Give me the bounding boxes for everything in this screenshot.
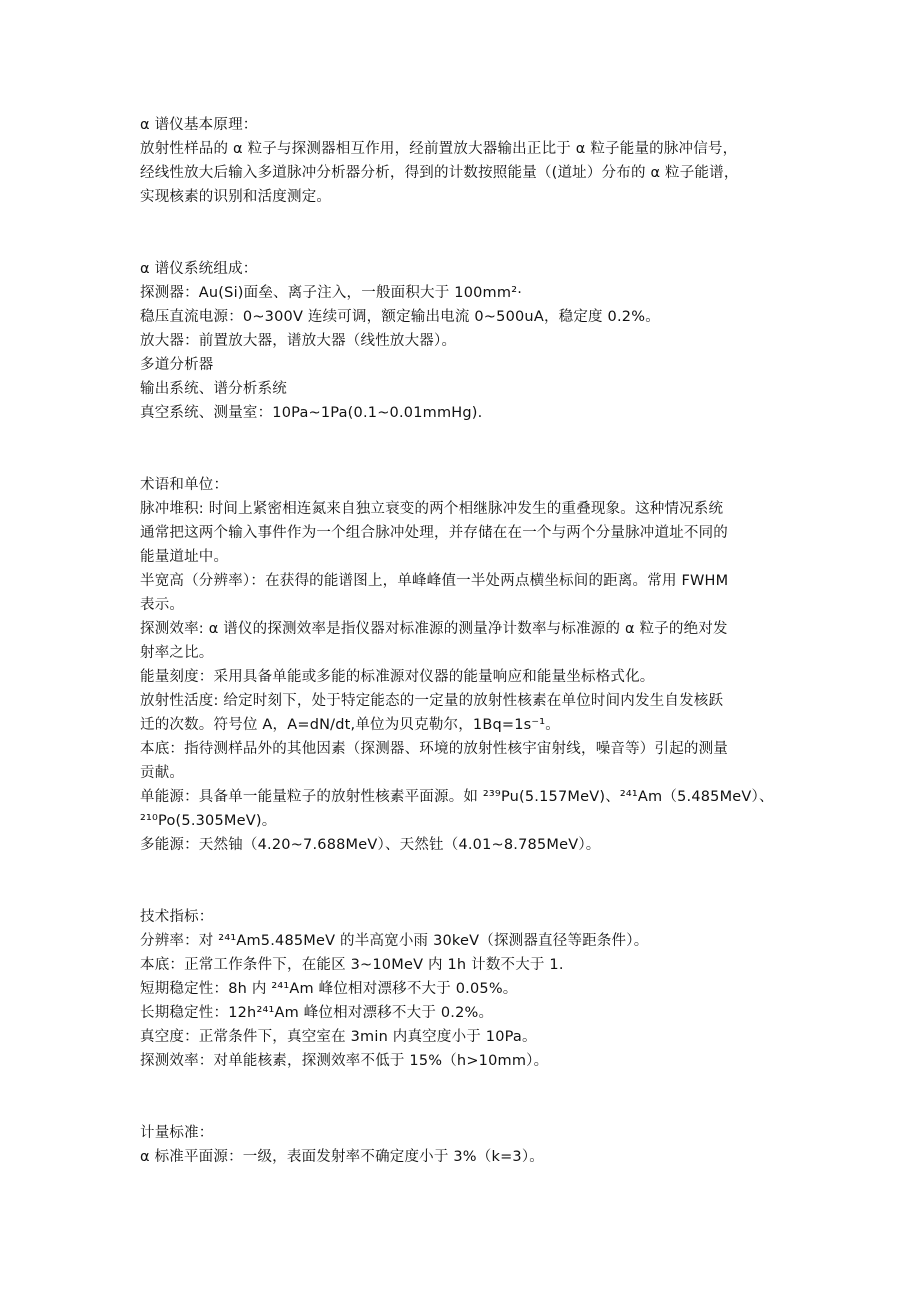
list-item-detector: 探测器：Au(Si)面垒、离子注入，一般面积大于 100mm²· [140, 285, 523, 301]
paragraph-line: 探测效率: α 谱仪的探测效率是指仪器对标准源的测量净计数率与标准源的 α 粒子的绝对发 [140, 621, 728, 637]
paragraph-line: 迁的次数。符号位 A，A=dN/dt,单位为贝克勒尔，1Bq=1s⁻¹。 [140, 717, 561, 733]
section-technical-specs [140, 905, 780, 1073]
paragraph-line: 多能源：天然铀（4.20~7.688MeV）、天然钍（4.01~8.785MeV）。 [140, 837, 601, 853]
paragraph-line: 本底：指待测样品外的其他因素（探测器、环境的放射性核宇宙射线，噪音等）引起的测量 [140, 741, 728, 757]
list-item-power-supply: 稳压直流电源：0~300V 连续可调，额定输出电流 0~500uA，稳定度 0.2%。 [140, 309, 660, 325]
paragraph-line: 能量道址中。 [140, 549, 229, 565]
paragraph-line: 脉冲堆积: 时间上紧密相连氮来自独立衰变的两个相继脉冲发生的重叠现象。这种情况系统 [140, 501, 724, 517]
document-page [140, 113, 780, 1217]
paragraph-line: 半宽高（分辨率）：在获得的能谱图上，单峰峰值一半处两点横坐标间的距离。常用 FWHM [140, 573, 729, 589]
spec-long-term-stability: 长期稳定性：12h²⁴¹Am 峰位相对漂移不大于 0.2%。 [140, 1005, 494, 1021]
spec-resolution: 分辨率：对 ²⁴¹Am5.485MeV 的半高宽小雨 30keV（探测器直径等距条件）。 [140, 933, 649, 949]
paragraph-line: 经线性放大后输入多道脉冲分析器分析，得到的计数按照能量（(道址）分布的 α 粒子能谱， [140, 165, 739, 181]
list-item-vacuum-system: 真空系统、测量室：10Pa~1Pa(0.1~0.01mmHg). [140, 405, 483, 421]
paragraph-line: 贡献。 [140, 765, 185, 781]
paragraph-line: ²¹⁰Po(5.305MeV)。 [140, 813, 277, 829]
section-metrology-standard [140, 1121, 780, 1169]
paragraph-line: 放射性活度: 给定时刻下，处于特定能态的一定量的放射性核素在单位时间内发生自发核跃 [140, 693, 724, 709]
paragraph-line: 射率之比。 [140, 645, 214, 661]
section-heading: 术语和单位： [140, 477, 229, 493]
standard-source-line: α 标准平面源：一级，表面发射率不确定度小于 3%（k=3）。 [140, 1149, 544, 1165]
paragraph-line: 单能源：具备单一能量粒子的放射性核素平面源。如 ²³⁹Pu(5.157MeV)、²⁴¹Am（5.485MeV）、 [140, 789, 774, 805]
spec-short-term-stability: 短期稳定性：8h 内 ²⁴¹Am 峰位相对漂移不大于 0.05%。 [140, 981, 518, 997]
section-alpha-spectrometer-principle [140, 113, 780, 209]
list-item-output-system: 输出系统、谱分析系统 [140, 381, 287, 397]
list-item-amplifier: 放大器：前置放大器，谱放大器（线性放大器）。 [140, 333, 457, 349]
section-heading: α 谱仪系统组成： [140, 261, 258, 277]
spec-vacuum: 真空度：正常条件下，真空室在 3min 内真空度小于 10Pa。 [140, 1029, 537, 1045]
section-system-composition [140, 257, 780, 425]
spec-background: 本底：正常工作条件下，在能区 3~10MeV 内 1h 计数不大于 1. [140, 957, 564, 973]
section-heading: α 谱仪基本原理： [140, 117, 258, 133]
paragraph-line: 实现核素的识别和活度测定。 [140, 189, 332, 205]
paragraph-line: 放射性样品的 α 粒子与探测器相互作用，经前置放大器输出正比于 α 粒子能量的脉冲信号， [140, 141, 738, 157]
spec-detection-efficiency: 探测效率：对单能核素，探测效率不低于 15%（h>10mm）。 [140, 1053, 549, 1069]
paragraph-line: 通常把这两个输入事件作为一个组合脉冲处理，并存储在在一个与两个分量脉冲道址不同的 [140, 525, 728, 541]
section-terms-and-units [140, 473, 780, 857]
paragraph-line: 能量刻度：采用具备单能或多能的标准源对仪器的能量响应和能量坐标格式化。 [140, 669, 655, 685]
section-heading: 技术指标： [140, 909, 214, 925]
list-item-mca: 多道分析器 [140, 357, 214, 373]
paragraph-line: 表示。 [140, 597, 185, 613]
section-heading: 计量标准： [140, 1125, 214, 1141]
